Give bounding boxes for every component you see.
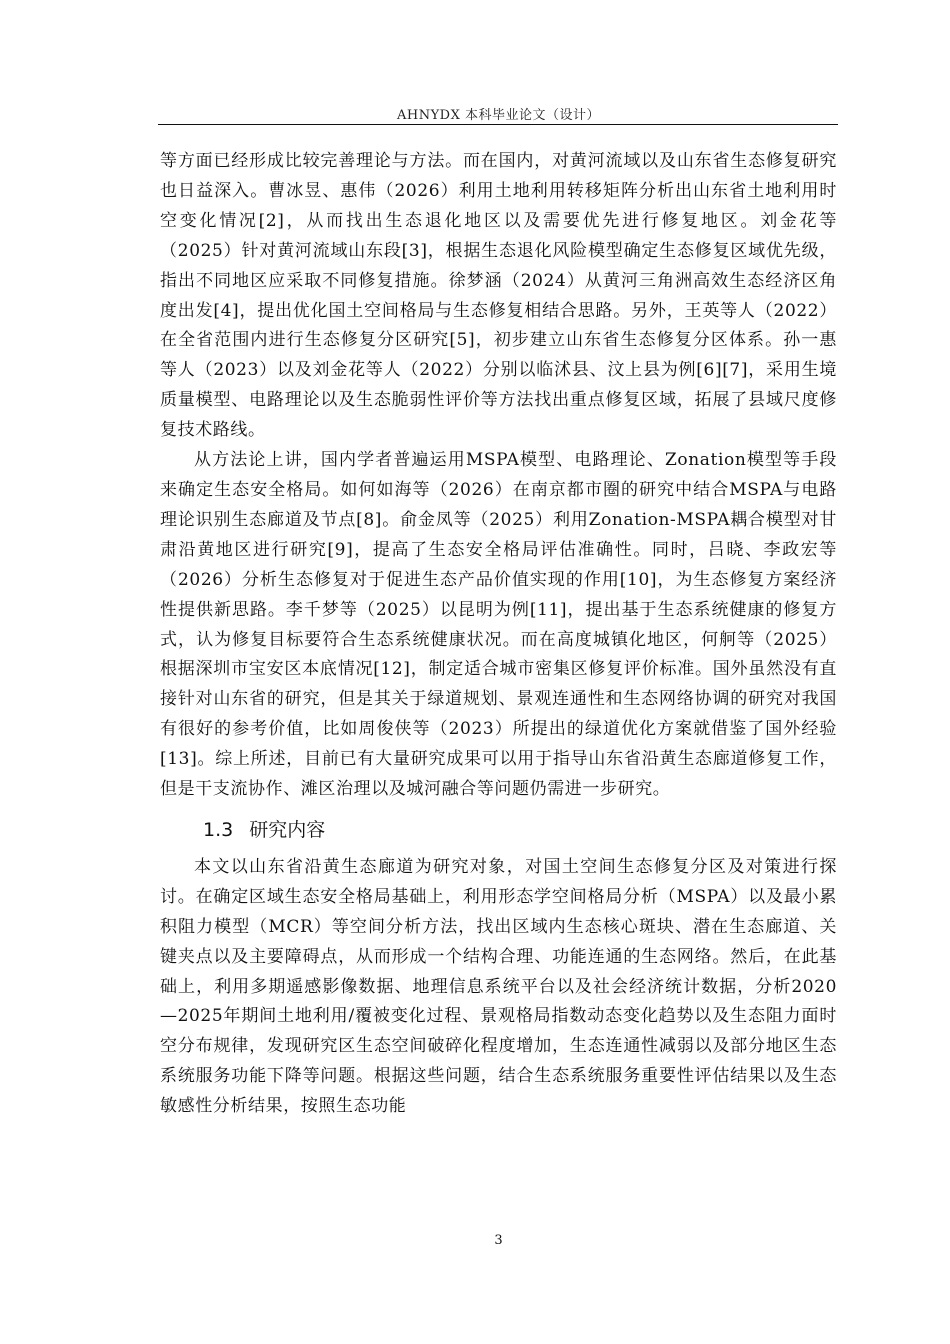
main-text [160,147,837,1122]
header-divider [158,124,838,125]
section-title: 研究内容 [249,818,326,841]
paragraph-research-content: 本文以山东省沿黄生态廊道为研究对象，对国土空间生态修复分区及对策进行探讨。在确定区域生态安全格局基础上，利用形态学空间格局分析（MSPA）以及最小累积阻力模型（MCR）等空间分析方法，找出区域内生态核心斑块、潜在生态廊道、关键夹点以及主要障碍点，从而形成一个结构合理、功能连通的生态网络。然后，在此基础上，利用多期遥感影像数据、地理信息系统平台以及社会经济统计数据，分析2020—2025年期间土地利用/覆被变化过程、景观格局指数动态变化趋势以及生态阻力面时空分布规律，发现研究区生态空间破碎化程度增加，生态连通性减弱以及部分地区生态系统服务功能下降等问题。根据这些问题，结合生态系统服务重要性评估结果以及生态敏感性分析结果，按照生态功能 [160,856,837,1117]
running-header: AHNYDX 本科毕业论文（设计） [397,108,600,123]
section-heading [203,811,837,849]
page-number: 3 [494,1233,503,1248]
section-number: 1.3 [203,818,234,841]
paragraph-methodology: 从方法论上讲，国内学者普遍运用MSPA模型、电路理论、Zonation模型等手段来确定生态安全格局。如何如海等（2026）在南京都市圈的研究中结合MSPA与电路理论识别生态廊道及节点[8]。俞金凤等（2025）利用Zonation-MSPA耦合模型对甘肃沿黄地区进行研究[9]，提高了生态安全格局评估准确性。同时，吕晓、李政宏等（2026）分析生态修复对于促进生态产品价值实现的作用[10]，为生态修复方案经济性提供新思路。李千梦等（2025）以昆明为例[11]，提出基于生态系统健康的修复方式，认为修复目标要符合生态系统健康状况。而在高度城镇化地区，何舸等（2025）根据深圳市宝安区本底情况[12]，制定适合城市密集区修复评价标准。国外虽然没有直接针对山东省的研究，但是其关于绿道规划、景观连通性和生态网络协调的研究对我国有很好的参考价值，比如周俊侠等（2023）所提出的绿道优化方案就借鉴了国外经验[13]。综上所述，目前已有大量研究成果可以用于指导山东省沿黄生态廊道修复工作，但是干支流协作、滩区治理以及城河融合等问题仍需进一步研究。 [160,450,837,800]
paragraph-continuation: 等方面已经形成比较完善理论与方法。而在国内，对黄河流域以及山东省生态修复研究也日益深入。曹冰昱、惠伟（2026）利用土地利用转移矩阵分析出山东省土地利用时空变化情况[2]，从而找出生态退化地区以及需要优先进行修复地区。刘金花等（2025）针对黄河流域山东段[3]，根据生态退化风险模型确定生态修复区域优先级，指出不同地区应采取不同修复措施。徐梦涵（2024）从黄河三角洲高效生态经济区角度出发[4]，提出优化国土空间格局与生态修复相结合思路。另外，王英等人（2022）在全省范围内进行生态修复分区研究[5]，初步建立山东省生态修复分区体系。孙一惠等人（2023）以及刘金花等人（2022）分别以临沭县、汶上县为例[6][7]，采用生境质量模型、电路理论以及生态脆弱性评价等方法找出重点修复区域，拓展了县域尺度修复技术路线。 [160,151,837,441]
